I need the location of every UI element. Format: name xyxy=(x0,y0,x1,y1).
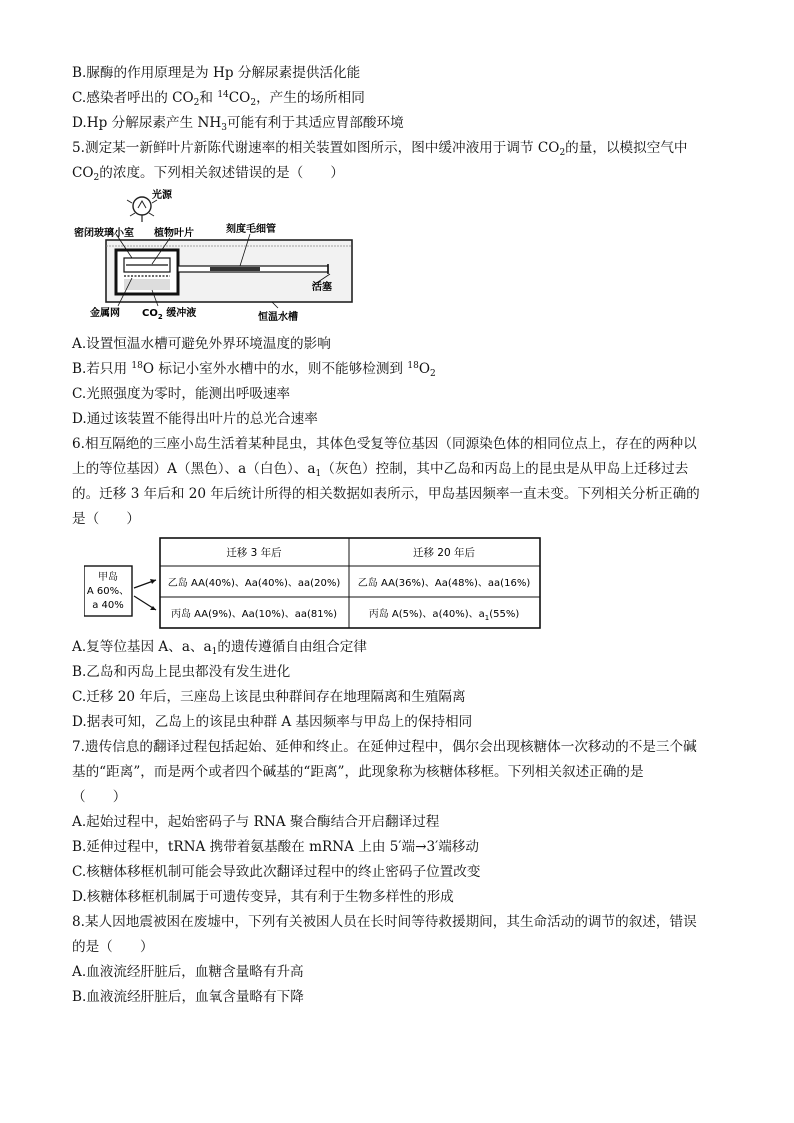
table-header-3yr: 迁移 3 年后 xyxy=(226,547,282,559)
q7-stem-line2: 基的“距离”，而是两个或者四个碱基的“距离”，此现象称为核糖体移框。下列相关叙述正确的是 xyxy=(72,764,644,780)
q5-option-b: B.若只用 $^{18}$O 标记小室外水槽中的水，则不能够检测到 $^{18}O_2$ xyxy=(72,361,436,379)
gene-frequency-table xyxy=(84,536,544,632)
q6-option-a: A.复等位基因 A、a、$a_1$的遗传遵循自由组合定律 xyxy=(72,639,367,657)
table-cell-bing-3yr: 丙岛 AA(9%)、Aa(10%)、aa(81%) xyxy=(170,609,338,620)
q6-option-c: C.迁移 20 年后，三座岛上该昆虫种群间存在地理隔离和生殖隔离 xyxy=(72,689,466,705)
q5-stem-line1: 5.测定某一新鲜叶片新陈代谢速率的相关装置如图所示，图中缓冲液用于调节 $CO_2$的量，以模拟空气中 xyxy=(72,140,688,158)
q6-option-b: B.乙岛和丙岛上昆虫都没有发生进化 xyxy=(72,664,291,680)
label-capillary: 刻度毛细管 xyxy=(226,224,276,235)
q8-option-a: A.血液流经肝脏后，血糖含量略有升高 xyxy=(72,964,304,980)
label-water-bath: 恒温水槽 xyxy=(258,312,298,323)
q6-stem-line3: 的。迁移 3 年后和 20 年后统计所得的相关数据如表所示，甲岛基因频率一直未变。下列相关分析正确的 xyxy=(72,486,700,502)
table-cell-bing-20yr: 丙岛 A(5%)、a(40%)、$a_1(55\%)$ xyxy=(368,609,520,622)
q6-stem-line1: 6.相互隔绝的三座小岛生活着某种昆虫，其体色受复等位基因（同源染色体的相同位点上，存在的两种以 xyxy=(72,436,697,452)
label-light-source: 光源 xyxy=(152,190,172,201)
label-valve: 活塞 xyxy=(312,282,332,293)
q7-stem-line3: （ ） xyxy=(72,789,127,805)
q7-option-b: B.延伸过程中，tRNA 携带着氨基酸在 mRNA 上由 5′端→3′端移动 xyxy=(72,839,479,855)
q4-option-b: B.脲酶的作用原理是为 Hp 分解尿素提供活化能 xyxy=(72,65,361,81)
source-freq-A: A 60%、 xyxy=(86,586,130,597)
migration-arrows xyxy=(134,579,156,610)
table-cell-yi-3yr: 乙岛 AA(40%)、Aa(40%)、aa(20%) xyxy=(167,578,341,589)
q7-stem-line1: 7.遗传信息的翻译过程包括起始、延伸和终止。在延伸过程中，偶尔会出现核糖体一次移动的不是三个碱 xyxy=(72,739,697,755)
label-chamber: 密闭玻璃小室 xyxy=(74,228,134,239)
q5-option-d: D.通过该装置不能得出叶片的总光合速率 xyxy=(72,411,318,427)
q5-option-c: C.光照强度为零时，能测出呼吸速率 xyxy=(72,386,291,402)
q7-option-d: D.核糖体移框机制属于可遗传变异，其有利于生物多样性的形成 xyxy=(72,889,454,905)
q6-option-d: D.据表可知，乙岛上的该昆虫种群 A 基因频率与甲岛上的保持相同 xyxy=(72,714,473,730)
label-mesh: 金属网 xyxy=(90,308,120,319)
table-cell-yi-20yr: 乙岛 AA(36%)、Aa(48%)、aa(16%) xyxy=(357,578,531,589)
q6-stem-line2: 上的等位基因）A（黑色）、a（白色）、$a_1$（灰色）控制，其中乙岛和丙岛上的昆虫是从甲岛上迁移过去 xyxy=(72,461,689,479)
table-header-20yr: 迁移 20 年后 xyxy=(412,547,476,559)
label-buffer: $CO_2$ 缓冲液 xyxy=(142,308,197,321)
apparatus-diagram xyxy=(72,186,362,324)
q7-option-a: A.起始过程中，起始密码子与 RNA 聚合酶结合开启翻译过程 xyxy=(72,814,440,830)
q6-stem-line4: 是（ ） xyxy=(72,511,140,527)
source-island-name: 甲岛 xyxy=(98,572,118,583)
q4-option-d: D.Hp 分解尿素产生 $NH_3$可能有利于其适应胃部酸环境 xyxy=(72,115,404,133)
q8-option-b: B.血液流经肝脏后，血氧含量略有下降 xyxy=(72,989,304,1005)
source-freq-a: a 40% xyxy=(92,600,124,611)
q7-option-c: C.核糖体移框机制可能会导致此次翻译过程中的终止密码子位置改变 xyxy=(72,864,481,880)
q5-option-a: A.设置恒温水槽可避免外界环境温度的影响 xyxy=(72,336,331,352)
q8-stem-line2: 的是（ ） xyxy=(72,939,154,955)
q5-stem-line2: $CO_2$的浓度。下列相关叙述错误的是（ ） xyxy=(72,165,344,183)
q8-stem-line1: 8.某人因地震被困在废墟中，下列有关被困人员在长时间等待救援期间，其生命活动的调节的叙述，错误 xyxy=(72,914,697,930)
label-leaf: 植物叶片 xyxy=(154,228,194,239)
q4-option-c: C.感染者呼出的 $CO_2$和 $^{14}CO_2$，产生的场所相同 xyxy=(72,90,365,108)
